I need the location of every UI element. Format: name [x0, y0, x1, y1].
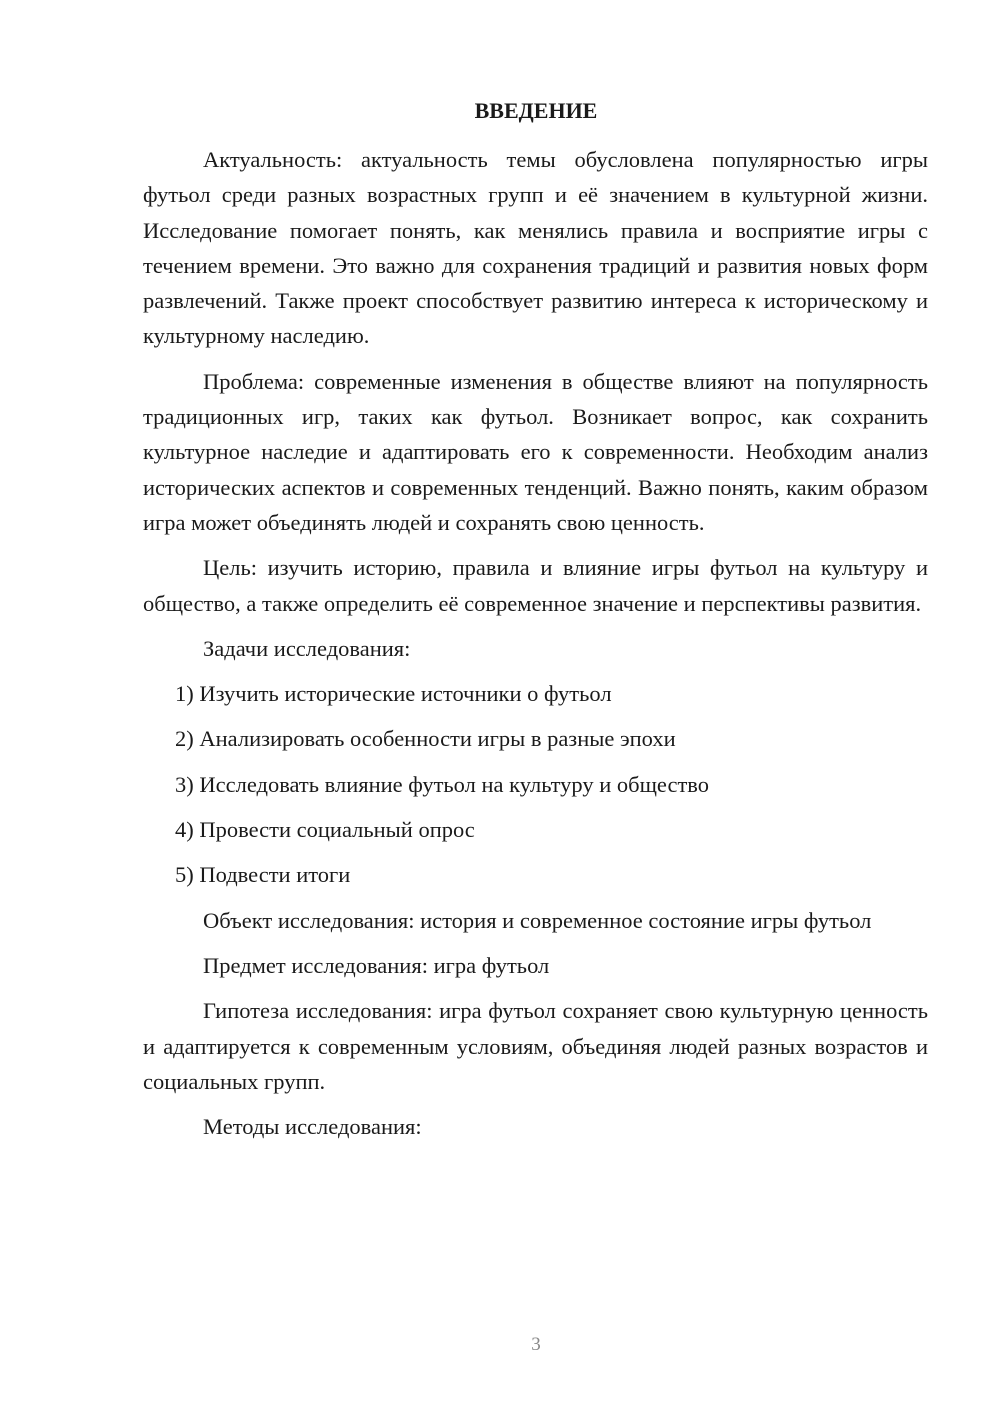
methods-heading: Методы исследования:: [203, 1114, 422, 1140]
tasks-heading: Задачи исследования:: [203, 635, 411, 661]
task-item-3: 3) Исследовать влияние футьол на культуру и общество: [175, 771, 710, 797]
object-paragraph: Объект исследования: история и современное состояние игры футьол: [203, 907, 872, 933]
subject-paragraph: Предмет исследования: игра футьол: [203, 952, 550, 978]
task-item-1: 1) Изучить исторические источники о футьол: [175, 681, 612, 707]
page-title: ВВЕДЕНИЕ: [474, 98, 598, 123]
task-item-4: 4) Провести социальный опрос: [175, 817, 475, 843]
goal-paragraph: Цель: изучить историю, правила и влияние игры футьол на культуру и общество, а также определить её современное значение и перспективы развития.: [143, 555, 928, 616]
page-number: 3: [531, 1334, 541, 1355]
relevance-paragraph: Актуальность: актуальность темы обусловлена популярностью игры футьол среди разных возрастных групп и её значением в культурной жизни. Исследование помогает понять, как менялись правила и восприятие игры с течением времени. Это важно для сохранения традиций и развития новых форм развлечений. Также проект способствует развитию интереса к историческому и культурному наследию.: [143, 147, 928, 349]
hypothesis-paragraph: Гипотеза исследования: игра футьол сохраняет свою культурную ценность и адаптируется к современным условиям, объединяя людей разных возрастов и социальных групп.: [143, 998, 928, 1094]
document-body: [143, 142, 928, 1154]
task-item-2: 2) Анализировать особенности игры в разные эпохи: [175, 726, 676, 752]
task-item-5: 5) Подвести итоги: [175, 862, 351, 888]
problem-paragraph: Проблема: современные изменения в обществе влияют на популярность традиционных игр, таких как футьол. Возникает вопрос, как сохранить культурное наследие и адаптировать его к современности. Необходим анализ исторических аспектов и современных тенденций. Важно понять, каким образом игра может объединять людей и сохранять свою ценность.: [143, 368, 928, 535]
